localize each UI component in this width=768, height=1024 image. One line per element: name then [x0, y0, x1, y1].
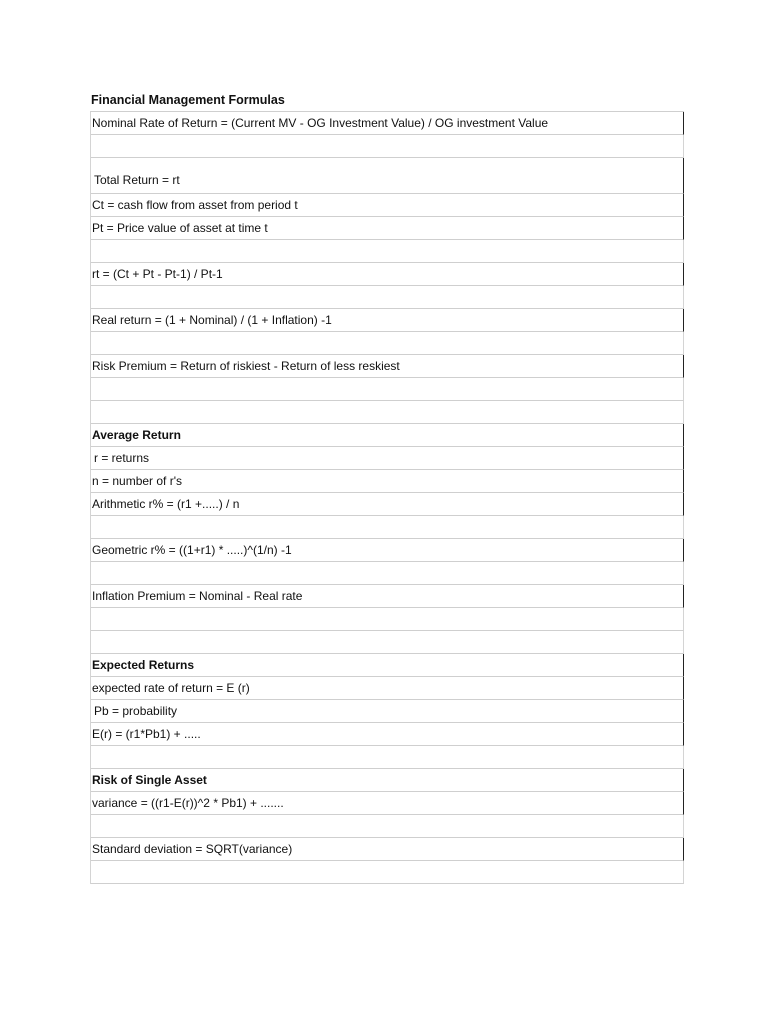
- formula-row: [91, 838, 684, 861]
- empty-row: [91, 861, 684, 884]
- section-heading-row: [91, 424, 684, 447]
- empty-row: [91, 286, 684, 309]
- formula-grid: [90, 111, 684, 884]
- page-title: Financial Management Formulas: [91, 93, 285, 107]
- section-heading: Risk of Single Asset: [92, 773, 207, 787]
- empty-row: [91, 135, 684, 158]
- formula-row: [91, 723, 684, 746]
- empty-row: [91, 815, 684, 838]
- row-text: [91, 612, 92, 626]
- row-text: [91, 635, 92, 649]
- formula-row: [91, 470, 684, 493]
- row-text: expected rate of return = E (r): [92, 681, 250, 695]
- row-text: [91, 244, 92, 258]
- row-text: Arithmetic r% = (r1 +.....) / n: [92, 497, 240, 511]
- formula-row: [91, 355, 684, 378]
- row-text: variance = ((r1-E(r))^2 * Pb1) + .......: [92, 796, 284, 810]
- empty-row: [91, 240, 684, 263]
- row-text: [91, 520, 92, 534]
- empty-row: [91, 332, 684, 355]
- empty-row: [91, 516, 684, 539]
- formula-row: [91, 539, 684, 562]
- row-text: [91, 290, 92, 304]
- section-heading-row: [91, 769, 684, 792]
- row-text: [91, 865, 92, 879]
- formula-row: [91, 700, 684, 723]
- formula-row: [91, 585, 684, 608]
- row-text: Pb = probability: [94, 704, 178, 718]
- empty-row: [91, 746, 684, 769]
- formula-row: [91, 158, 684, 194]
- section-heading-row: [91, 654, 684, 677]
- row-text: rt = (Ct + Pt - Pt-1) / Pt-1: [92, 267, 223, 281]
- formula-row: [91, 792, 684, 815]
- row-text: Pt = Price value of asset at time t: [92, 221, 268, 235]
- row-text: [91, 566, 92, 580]
- row-text: n = number of r's: [92, 474, 182, 488]
- formula-row: [91, 677, 684, 700]
- section-heading: Average Return: [92, 428, 181, 442]
- formula-row: [91, 217, 684, 240]
- row-text: [91, 382, 92, 396]
- formula-row: [91, 493, 684, 516]
- row-text: [91, 819, 92, 833]
- empty-row: [91, 401, 684, 424]
- empty-row: [91, 608, 684, 631]
- row-text: Risk Premium = Return of riskiest - Return of less reskiest: [92, 359, 400, 373]
- row-text: [91, 750, 92, 764]
- empty-row: [91, 562, 684, 585]
- row-text: Total Return = rt: [94, 173, 180, 187]
- row-text: Standard deviation = SQRT(variance): [92, 842, 293, 856]
- empty-row: [91, 631, 684, 654]
- row-text: Nominal Rate of Return = (Current MV - OG Investment Value) / OG investment Value: [92, 116, 549, 130]
- row-text: Geometric r% = ((1+r1) * .....)^(1/n) -1: [92, 543, 292, 557]
- section-heading: Expected Returns: [92, 658, 195, 672]
- formula-row: [91, 309, 684, 332]
- row-text: r = returns: [94, 451, 150, 465]
- formula-row: [91, 447, 684, 470]
- formula-row: [91, 263, 684, 286]
- empty-row: [91, 378, 684, 401]
- row-text: [91, 139, 92, 153]
- row-text: [91, 336, 92, 350]
- row-text: E(r) = (r1*Pb1) + .....: [92, 727, 201, 741]
- row-text: Ct = cash flow from asset from period t: [92, 198, 298, 212]
- formula-row: [91, 112, 684, 135]
- formula-row: [91, 194, 684, 217]
- row-text: [91, 405, 92, 419]
- row-text: Inflation Premium = Nominal - Real rate: [92, 589, 303, 603]
- row-text: Real return = (1 + Nominal) / (1 + Inflation) -1: [92, 313, 332, 327]
- formula-sheet: [90, 90, 684, 884]
